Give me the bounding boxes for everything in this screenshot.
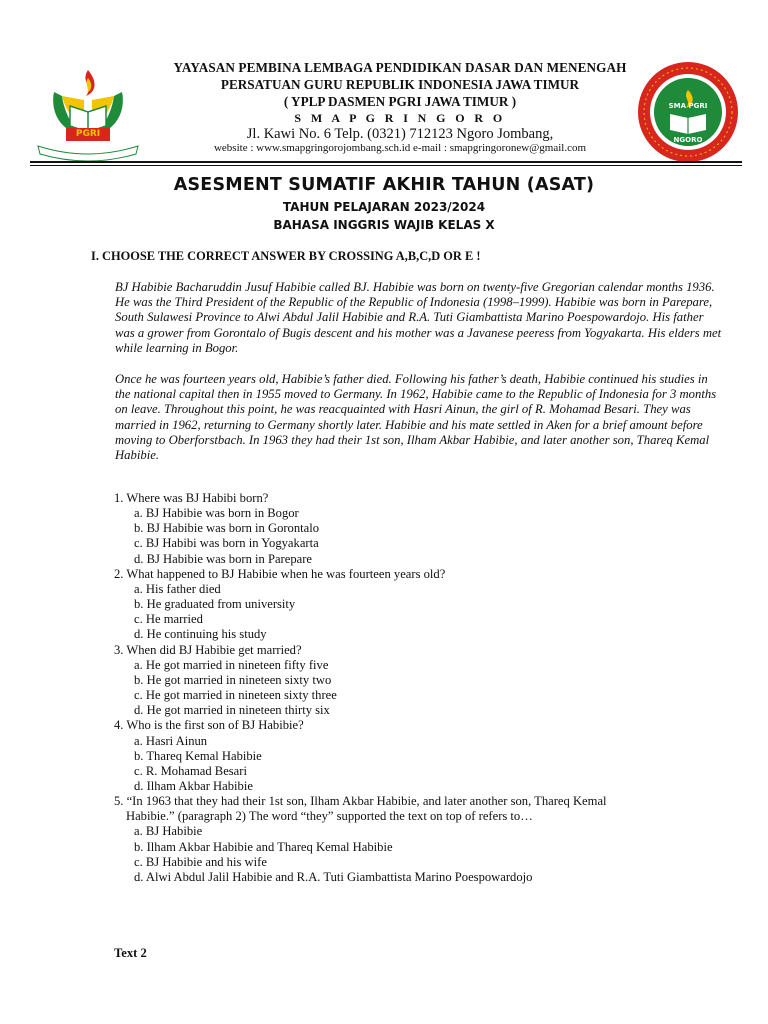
question-text: 1. Where was BJ Habibi born? (114, 491, 269, 505)
answer-option[interactable]: d. He continuing his study (134, 627, 267, 642)
school-address: Jl. Kawi No. 6 Telp. (0321) 712123 Ngoro Jombang, (246, 126, 554, 142)
association-name: PERSATUAN GURU REPUBLIK INDONESIA JAWA TIMUR (220, 77, 580, 92)
next-section-label: Text 2 (114, 946, 147, 960)
school-name: S M A P G R I N G O R O (294, 111, 506, 125)
question-list (114, 491, 734, 885)
answer-option[interactable]: c. BJ Habibi was born in Yogyakarta (134, 536, 319, 551)
question-1 (114, 491, 734, 567)
answer-option[interactable]: d. Ilham Akbar Habibie (134, 778, 253, 793)
answer-option[interactable]: d. He got married in nineteen thirty six (134, 703, 330, 718)
answer-option[interactable]: b. He got married in nineteen sixty two (134, 672, 332, 687)
answer-option[interactable]: c. He got married in nineteen sixty three (134, 688, 337, 703)
answer-option[interactable]: c. R. Mohamad Besari (134, 763, 247, 778)
answer-option[interactable]: a. BJ Habibie (134, 824, 203, 839)
question-text: 5. “In 1963 that they had their 1st son, Ilham Akbar Habibie, and later another son, Thareq Kemal (114, 794, 607, 809)
exam-title: ASESMENT SUMATIF AKHIR TAHUN (ASAT) (173, 175, 595, 195)
question-3 (114, 643, 734, 719)
question-5 (114, 794, 734, 885)
answer-option[interactable]: c. BJ Habibie and his wife (134, 854, 267, 869)
school-logo-text-bottom: NGORO (673, 136, 703, 144)
answer-option[interactable]: b. He graduated from university (134, 597, 296, 612)
passage-paragraph-1: BJ Habibie Bacharuddin Jusuf Habibie called BJ. Habibie was born on twenty-five Gregorian calendar months 1936. He was the Third President of the Republic of the Republic of Indonesia (1998–1999). Habibie was born in Parepare, South Sulawesi Province to Alwi Abdul Jalil Habibie and R.A. Tuti Giambattista Marino Poespowardojo. His father was a grower from Gorontalo of Bugis descent and his mother was a Javanese peeress from Yogyakarta. His elders met while learning in Bogor. (115, 280, 722, 355)
question-2 (114, 567, 734, 643)
section-heading: I. CHOOSE THE CORRECT ANSWER BY CROSSING A,B,C,D OR E ! (91, 249, 481, 263)
answer-option[interactable]: b. BJ Habibie was born in Gorontalo (134, 521, 320, 536)
association-abbreviation: ( YPLP DASMEN PGRI JAWA TIMUR ) (283, 94, 517, 109)
school-logo (636, 60, 740, 164)
passage-paragraph-2: Once he was fourteen years old, Habibie’s father died. Following his father’s death, Habibie continued his studies in the national capital then in 1955 moved to Germany. In 1962, Habibie came to the Republic of Indonesia for 3 months on leave. Throughout this point, he was reacquainted with Hasri Ainun, the girl of R. Mohamad Besari. They was married in 1962, returning to Germany shortly later. Habibie and his mate settled in Aken for a brief amount before moving to Oberforstbach. In 1963 they had their 1st son, Ilham Akbar Habibie, and later another son, Thareq Kemal Habibie. (115, 372, 717, 463)
exam-subject: BAHASA INGGRIS WAJIB KELAS X (273, 218, 495, 232)
question-text: 3. When did BJ Habibie get married? (114, 642, 302, 657)
foundation-name: YAYASAN PEMBINA LEMBAGA PENDIDIKAN DASAR DAN MENENGAH (173, 60, 627, 75)
answer-option[interactable]: a. BJ Habibie was born in Bogor (134, 506, 299, 521)
pgri-logo-text: PGRI (75, 129, 101, 139)
pgri-logo (32, 66, 144, 162)
question-text: 4. Who is the first son of BJ Habibie? (114, 718, 304, 733)
answer-option[interactable]: a. His father died (134, 581, 221, 596)
answer-option[interactable]: a. He got married in nineteen fifty five (134, 657, 329, 672)
answer-option[interactable]: c. He married (134, 612, 203, 627)
question-4 (114, 718, 734, 794)
letterhead-rule-thick (30, 161, 742, 163)
exam-year: TAHUN PELAJARAN 2023/2024 (282, 200, 486, 214)
school-contact: website : www.smapgringorojombang.sch.id e-mail : smapgringoronew@gmail.com (213, 142, 587, 154)
school-logo-text-top: SMA PGRI (668, 102, 708, 110)
answer-option[interactable]: d. BJ Habibie was born in Parepare (134, 551, 313, 566)
letterhead-rule-thin (30, 165, 742, 166)
answer-option[interactable]: d. Alwi Abdul Jalil Habibie and R.A. Tuti Giambattista Marino Poespowardojo (134, 869, 533, 884)
answer-option[interactable]: b. Ilham Akbar Habibie and Thareq Kemal Habibie (134, 839, 393, 854)
answer-option[interactable]: a. Hasri Ainun (134, 733, 208, 748)
question-text-continued: Habibie.” (paragraph 2) The word “they” supported the text on top of refers to… (126, 809, 533, 824)
answer-option[interactable]: b. Thareq Kemal Habibie (134, 748, 262, 763)
question-text: 2. What happened to BJ Habibie when he was fourteen years old? (114, 566, 446, 581)
